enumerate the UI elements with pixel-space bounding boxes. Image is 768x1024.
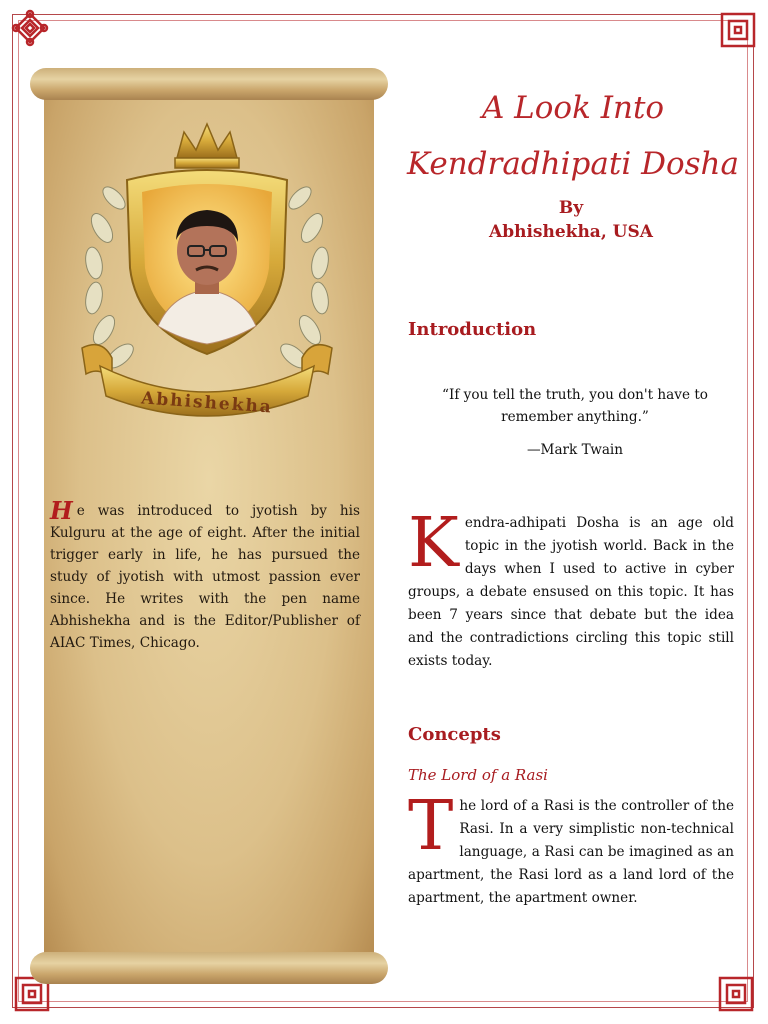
- scroll-roll-bottom: [30, 952, 388, 984]
- bio-text: e was introduced to jyotish by his Kulguru at the age of eight. After the initial trigger early in life, he has pursued the study of jyotish with utmost passion ever since. He writes with the pen name Abhishekha and is the Editor/Publisher of AIAC Times, Chicago.: [50, 503, 360, 651]
- endless-knot-icon: [10, 8, 50, 48]
- article-title: [398, 80, 748, 192]
- title-line-1: A Look Into: [481, 90, 665, 126]
- introduction-heading: Introduction: [408, 319, 537, 340]
- crown-icon: [175, 124, 239, 168]
- byline-by: By: [558, 198, 584, 218]
- concepts-text: he lord of a Rasi is the controller of the Rasi. In a very simplistic non-technical language, a Rasi can be imagined as an apartment, the Rasi lord as a land lord of the apartment, the apartment owner.: [408, 798, 734, 906]
- byline-author: Abhishekha, USA: [489, 222, 653, 242]
- bio-initial: H: [50, 496, 73, 525]
- quote-text: “If you tell the truth, you don't have to remember anything.”: [442, 387, 708, 425]
- dropcap-t: T: [408, 787, 454, 866]
- introduction-paragraph: [408, 504, 734, 673]
- scroll-roll-top: [30, 68, 388, 100]
- title-line-2: Kendradhipati Dosha: [407, 146, 739, 182]
- concepts-paragraph: [408, 787, 734, 910]
- introduction-text: endra-adhipati Dosha is an age old topic in the jyotish world. Back in the days when I used to active in cyber groups, a debate ensused on this topic. It has been 7 years since that debate but the idea and the contradictions circling this topic still exists today.: [408, 515, 734, 669]
- quote-attribution: —Mark Twain: [526, 442, 624, 458]
- dropcap-k: K: [408, 504, 459, 583]
- crest-banner-text: Abhishekha: [140, 388, 274, 418]
- author-bio: [50, 496, 360, 654]
- concepts-heading: Concepts: [408, 724, 501, 745]
- byline: [398, 196, 744, 244]
- lord-of-rasi-subheading: The Lord of a Rasi: [408, 766, 548, 784]
- corner-ornament-icon: [716, 974, 756, 1014]
- author-crest: [72, 118, 342, 428]
- corner-ornament-icon: [718, 10, 758, 50]
